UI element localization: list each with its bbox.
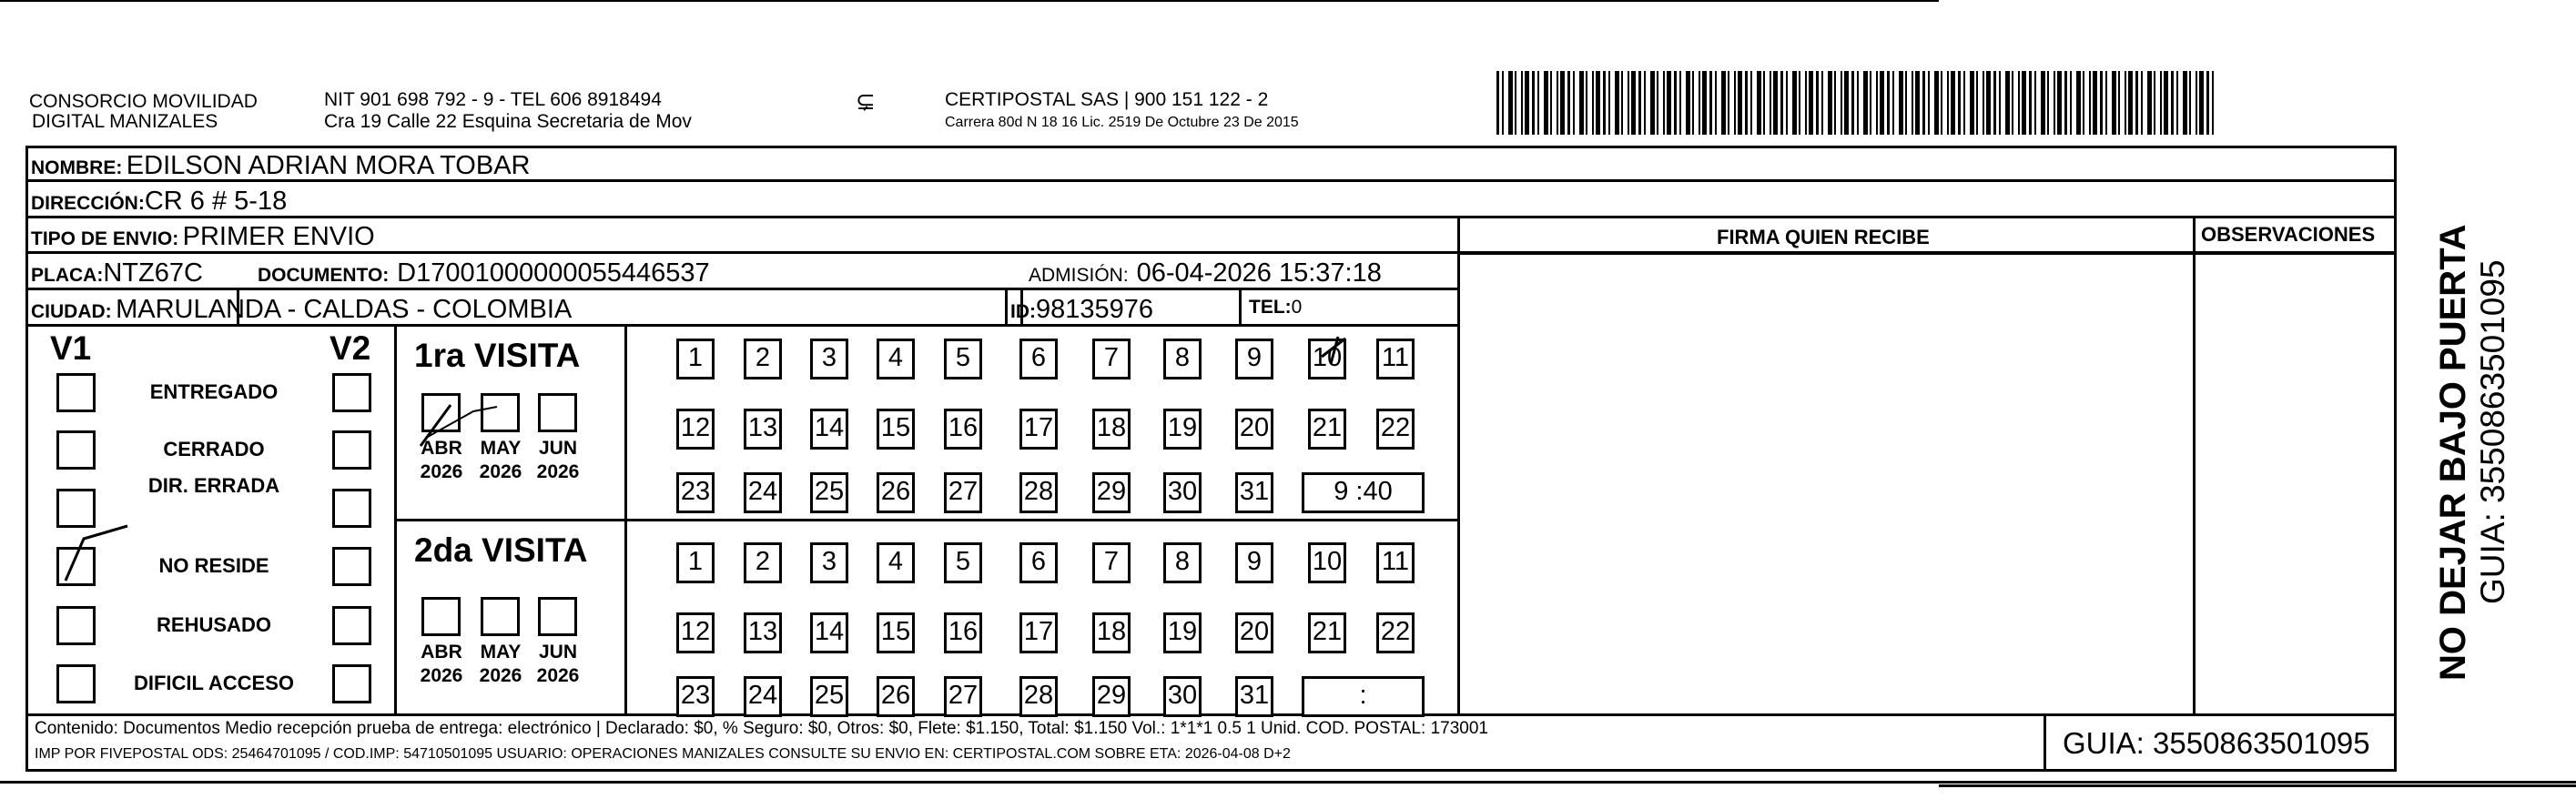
carrier-name: CERTIPOSTAL SAS | 900 151 122 - 2 bbox=[945, 89, 1269, 110]
day-number: 1 bbox=[687, 547, 704, 576]
day-number: 31 bbox=[1239, 477, 1270, 506]
day-number: 24 bbox=[747, 681, 778, 710]
day-number: 13 bbox=[747, 413, 778, 442]
footer-guide: GUIA: 3550863501095 bbox=[2063, 726, 2370, 760]
day-number: 19 bbox=[1167, 617, 1198, 646]
day-number: 8 bbox=[1174, 343, 1191, 372]
day-number: 20 bbox=[1239, 413, 1270, 442]
second-visit-month-label: MAY 2026 bbox=[479, 642, 522, 686]
day-number: 7 bbox=[1103, 547, 1120, 576]
day-number: 6 bbox=[1030, 547, 1047, 576]
tel-field: TEL:0 bbox=[1249, 297, 1303, 318]
status-label: DIFICIL ACCESO bbox=[133, 672, 294, 694]
day-number: 14 bbox=[814, 413, 845, 442]
company-name-1: CONSORCIO MOVILIDAD bbox=[29, 91, 258, 112]
shipment-type-field: TIPO DE ENVIO: PRIMER ENVIO bbox=[31, 222, 375, 251]
day-number: 25 bbox=[814, 477, 845, 506]
time-value: : bbox=[1359, 681, 1367, 710]
second-visit-month-label: ABR 2026 bbox=[420, 642, 463, 686]
footer-content: Contenido: Documentos Medio recepción prueba de entrega: electrónico | Declarado: $0, % Seguro: $0, Otros: $0, Flete: $1.150, Total: $1.150 Vol.: 1*1*1 0.5 1 Unid. COD. POSTAL: 173001 bbox=[35, 719, 1488, 738]
plate-field: PLACA:NTZ67C bbox=[31, 258, 203, 288]
day-number: 23 bbox=[680, 681, 711, 710]
day-number: 18 bbox=[1096, 413, 1127, 442]
day-number: 15 bbox=[880, 413, 911, 442]
day-number: 12 bbox=[680, 413, 711, 442]
day-number: 17 bbox=[1023, 413, 1054, 442]
day-number: 14 bbox=[814, 617, 845, 646]
company-nit: NIT 901 698 792 - 9 - TEL 606 8918494 bbox=[324, 89, 662, 110]
day-number: 4 bbox=[887, 547, 904, 576]
day-number: 15 bbox=[880, 617, 911, 646]
day-number: 11 bbox=[1381, 343, 1410, 372]
day-number: 22 bbox=[1380, 617, 1411, 646]
side-warning: NO DEJAR BAJO PUERTA bbox=[2433, 224, 2473, 681]
status-label: ENTREGADO bbox=[149, 380, 279, 403]
day-number: 16 bbox=[948, 617, 979, 646]
day-number: 10 bbox=[1312, 547, 1343, 576]
day-number: 19 bbox=[1167, 413, 1198, 442]
company-address: Cra 19 Calle 22 Esquina Secretaria de Mov bbox=[324, 111, 692, 132]
observations-header: OBSERVACIONES bbox=[2201, 223, 2376, 246]
day-number: 2 bbox=[755, 343, 771, 372]
day-number: 10 bbox=[1312, 343, 1343, 372]
day-number: 26 bbox=[880, 681, 911, 710]
day-number: 17 bbox=[1023, 617, 1054, 646]
day-number: 5 bbox=[955, 547, 971, 576]
id-field: ID:98135976 bbox=[1010, 295, 1154, 324]
day-number: 13 bbox=[747, 617, 778, 646]
status-label: DIR. ERRADA bbox=[147, 474, 280, 497]
day-number: 24 bbox=[747, 477, 778, 506]
day-number: 22 bbox=[1380, 413, 1411, 442]
footer-print-info: IMP POR FIVEPOSTAL ODS: 25464701095 / COD.IMP: 54710501095 USUARIO: OPERACIONES MANIZALES CONSULTE SU ENVIO EN: CERTIPOSTAL.COM SOBRE ETA: 2026-04-08 D+2 bbox=[35, 746, 1291, 762]
v2-label: V2 bbox=[330, 329, 371, 367]
address-field: DIRECCIÓN:CR 6 # 5-18 bbox=[31, 187, 288, 216]
day-number: 28 bbox=[1023, 681, 1054, 710]
day-number: 27 bbox=[948, 477, 979, 506]
name-field: NOMBRE: EDILSON ADRIAN MORA TOBAR bbox=[31, 151, 531, 180]
day-number: 3 bbox=[821, 343, 837, 372]
day-number: 1 bbox=[687, 343, 704, 372]
status-label: CERRADO bbox=[163, 438, 265, 460]
first-visit-month-label: JUN 2026 bbox=[536, 438, 580, 482]
first-visit-title: 1ra VISITA bbox=[414, 337, 581, 374]
day-number: 21 bbox=[1312, 617, 1343, 646]
city-field: CIUDAD: MARULANDA - CALDAS - COLOMBIA bbox=[31, 295, 573, 324]
first-visit-month-label: ABR 2026 bbox=[420, 438, 463, 482]
document-field: DOCUMENTO: D17001000000055446537 bbox=[258, 258, 710, 288]
day-number: 2 bbox=[755, 547, 771, 576]
day-number: 9 bbox=[1246, 343, 1263, 372]
day-number: 29 bbox=[1096, 477, 1127, 506]
day-number: 11 bbox=[1381, 547, 1410, 576]
day-number: 26 bbox=[880, 477, 911, 506]
day-number: 7 bbox=[1103, 343, 1120, 372]
day-number: 3 bbox=[821, 547, 837, 576]
company-name-2: DIGITAL MANIZALES bbox=[32, 111, 218, 132]
day-number: 6 bbox=[1030, 343, 1047, 372]
side-guide: GUIA: 3550863501095 bbox=[2474, 259, 2511, 604]
carrier-address: Carrera 80d N 18 16 Lic. 2519 De Octubre 23 De 2015 bbox=[945, 115, 1299, 130]
day-number: 21 bbox=[1312, 413, 1343, 442]
day-number: 5 bbox=[955, 343, 971, 372]
second-visit-month-label: JUN 2026 bbox=[536, 642, 580, 686]
day-number: 16 bbox=[948, 413, 979, 442]
day-number: 23 bbox=[680, 477, 711, 506]
second-visit-title: 2da VISITA bbox=[414, 531, 588, 569]
time-value: 9 :40 bbox=[1334, 477, 1393, 506]
status-label: REHUSADO bbox=[157, 613, 271, 636]
day-number: 9 bbox=[1246, 547, 1263, 576]
day-number: 8 bbox=[1174, 547, 1191, 576]
day-number: 29 bbox=[1096, 681, 1127, 710]
status-label: NO RESIDE bbox=[158, 554, 269, 577]
signature-header: FIRMA QUIEN RECIBE bbox=[1717, 226, 1930, 248]
v1-label: V1 bbox=[50, 329, 92, 367]
day-number: 4 bbox=[887, 343, 904, 372]
day-number: 31 bbox=[1239, 681, 1270, 710]
carrier-logo-icon: ⊊ bbox=[856, 87, 876, 115]
day-number: 18 bbox=[1096, 617, 1127, 646]
day-number: 12 bbox=[680, 617, 711, 646]
day-number: 30 bbox=[1167, 681, 1198, 710]
first-visit-month-label: MAY 2026 bbox=[479, 438, 522, 482]
day-number: 20 bbox=[1239, 617, 1270, 646]
admission-field: ADMISIÓN: 06-04-2026 15:37:18 bbox=[1029, 258, 1382, 288]
day-number: 25 bbox=[814, 681, 845, 710]
day-number: 28 bbox=[1023, 477, 1054, 506]
day-number: 30 bbox=[1167, 477, 1198, 506]
day-number: 27 bbox=[948, 681, 979, 710]
